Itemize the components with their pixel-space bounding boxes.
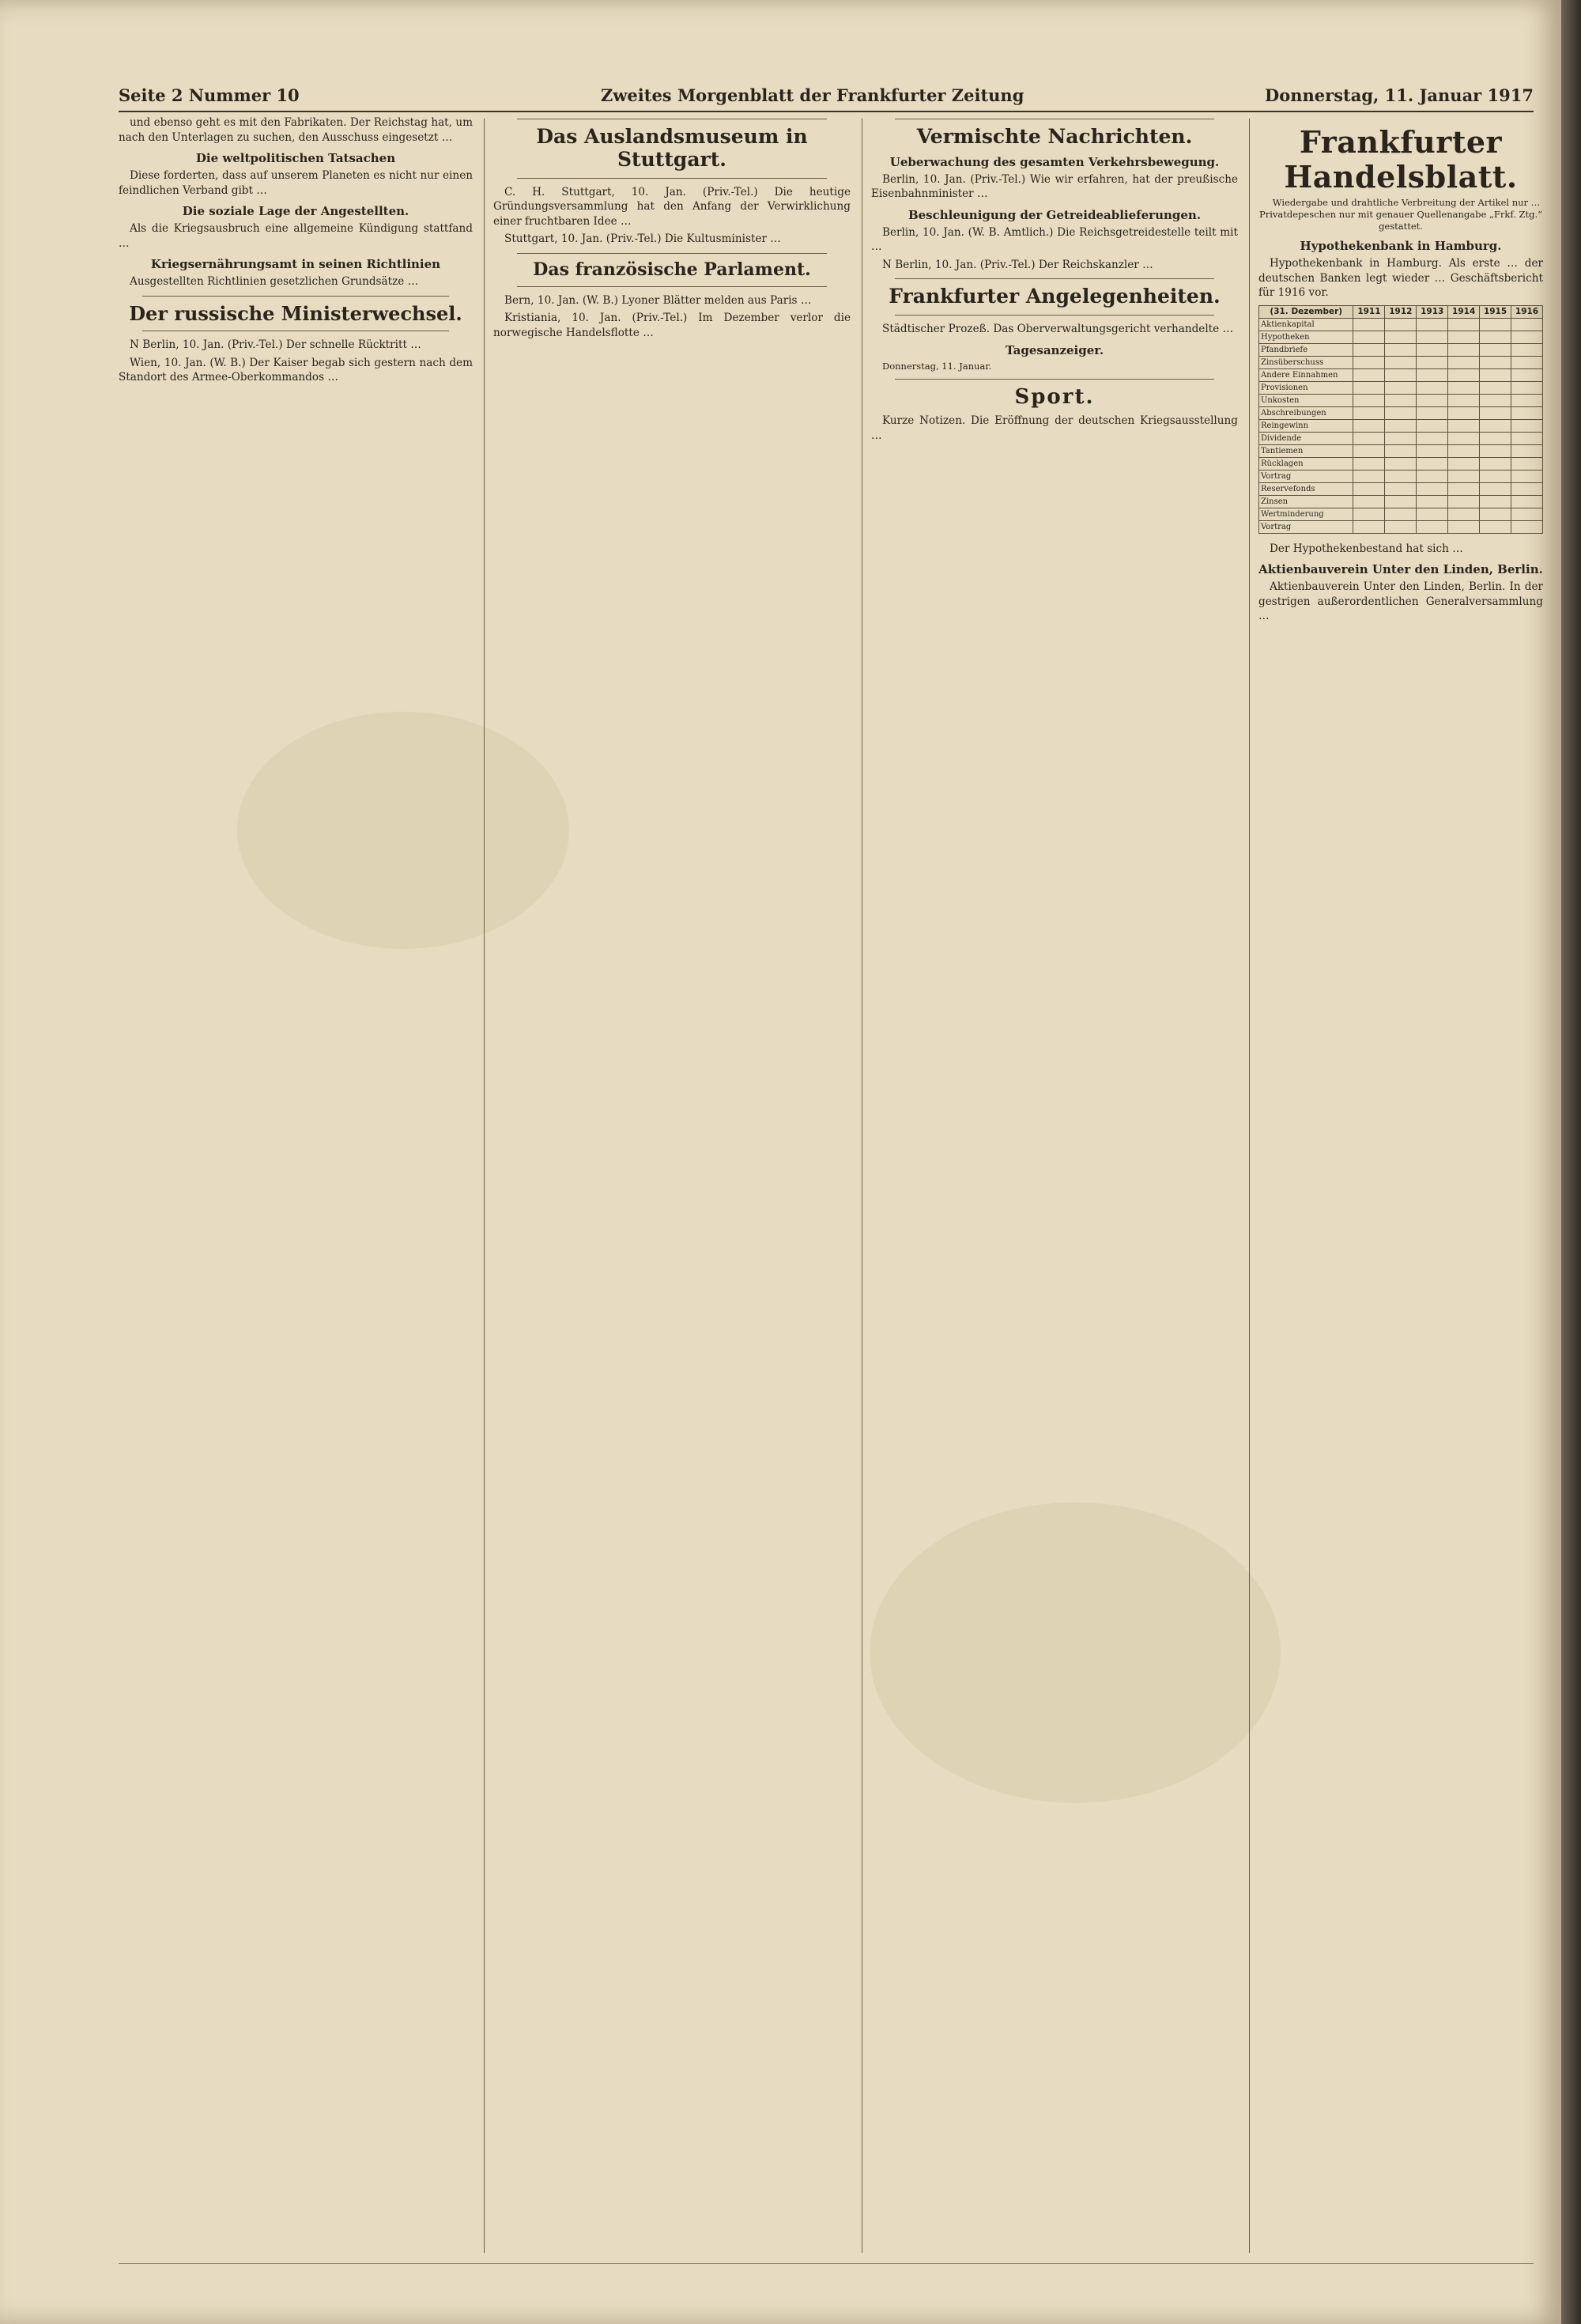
table-cell — [1448, 508, 1480, 520]
table-cell — [1448, 444, 1480, 457]
table-cell — [1353, 368, 1385, 381]
table-cell — [1480, 343, 1511, 356]
table-row-label: Vortrag — [1259, 470, 1353, 482]
table-cell — [1385, 444, 1417, 457]
table-row-label: Aktienkapital — [1259, 318, 1353, 331]
table-row — [1259, 318, 1543, 331]
table-cell — [1511, 482, 1543, 495]
table-cell — [1417, 331, 1448, 343]
table-row-label: Hypotheken — [1259, 331, 1353, 343]
article-divider — [895, 315, 1214, 316]
balance-sheet-table — [1258, 305, 1543, 534]
table-cell — [1385, 520, 1417, 533]
table-cell — [1448, 381, 1480, 394]
table-cell — [1353, 331, 1385, 343]
table-cell — [1417, 508, 1448, 520]
table-cell — [1385, 470, 1417, 482]
article-text: Der Hypothekenbestand hat sich … — [1270, 542, 1463, 555]
table-row — [1259, 356, 1543, 368]
table-cell — [1511, 432, 1543, 444]
table-cell — [1480, 470, 1511, 482]
article-text: Kurze Notizen. Die Eröffnung der deutschen Kriegsausstellung … — [871, 414, 1238, 442]
table-cell — [1417, 343, 1448, 356]
table-cell — [1385, 432, 1417, 444]
page-number: Seite 2 Nummer 10 — [119, 85, 300, 105]
section-headline-vermischte: Vermischte Nachrichten. — [916, 125, 1193, 148]
table-row — [1259, 457, 1543, 470]
section-heading-ernaehrung: Kriegsernährungsamt in seinen Richtlinien — [150, 257, 441, 271]
table-cell — [1480, 381, 1511, 394]
article-text: Berlin, 10. Jan. (Priv.-Tel.) Wie wir erfahren, hat der preußische Eisenbahnminister … — [871, 172, 1238, 201]
article-divider — [517, 178, 827, 179]
table-year-header: 1916 — [1511, 305, 1543, 318]
table-cell — [1353, 356, 1385, 368]
table-row-label: Abschreibungen — [1259, 406, 1353, 419]
table-cell — [1448, 457, 1480, 470]
article-headline-ministerwechsel: Der russische Ministerwechsel. — [129, 301, 462, 325]
table-cell — [1385, 406, 1417, 419]
table-cell — [1353, 406, 1385, 419]
table-row-label: Unkosten — [1259, 394, 1353, 406]
table-cell — [1480, 368, 1511, 381]
table-row-label: Andere Einnahmen — [1259, 368, 1353, 381]
section-heading-aktienbauverein: Aktienbauverein Unter den Linden, Berlin. — [1258, 562, 1543, 577]
table-cell — [1480, 394, 1511, 406]
table-year-header: 1914 — [1448, 305, 1480, 318]
table-cell — [1353, 495, 1385, 508]
article-text: N Berlin, 10. Jan. (Priv.-Tel.) Der Reichskanzler … — [882, 258, 1153, 271]
table-row — [1259, 508, 1543, 520]
table-cell — [1448, 343, 1480, 356]
article-text: Ausgestellten Richtlinien gesetzlichen Grundsätze … — [130, 275, 419, 288]
table-cell — [1511, 406, 1543, 419]
table-cell — [1511, 343, 1543, 356]
table-cell — [1448, 470, 1480, 482]
table-row-label: Reservefonds — [1259, 482, 1353, 495]
calendar-listing: Donnerstag, 11. Januar. — [882, 360, 992, 372]
section-heading-hypothekenbank: Hypothekenbank in Hamburg. — [1300, 239, 1502, 254]
column-rule — [484, 119, 485, 2253]
table-row-label: Zinsüberschuss — [1259, 356, 1353, 368]
table-cell — [1480, 482, 1511, 495]
table-row — [1259, 406, 1543, 419]
table-cell — [1480, 356, 1511, 368]
column-2 — [493, 115, 851, 2261]
table-row — [1259, 482, 1543, 495]
table-cell — [1417, 394, 1448, 406]
table-cell — [1480, 318, 1511, 331]
table-cell — [1385, 356, 1417, 368]
table-cell — [1385, 381, 1417, 394]
table-cell — [1417, 406, 1448, 419]
table-cell — [1448, 406, 1480, 419]
table-cell — [1448, 331, 1480, 343]
section-headline-sport: Sport. — [1014, 384, 1095, 409]
table-cell — [1511, 457, 1543, 470]
table-cell — [1511, 470, 1543, 482]
table-cell — [1448, 356, 1480, 368]
table-cell — [1353, 394, 1385, 406]
article-text: Als die Kriegsausbruch eine allgemeine Kündigung stattfand … — [119, 222, 473, 250]
table-cell — [1480, 406, 1511, 419]
header-rule — [119, 111, 1534, 112]
table-cell — [1511, 368, 1543, 381]
table-row — [1259, 419, 1543, 432]
table-cell — [1353, 508, 1385, 520]
table-row — [1259, 394, 1543, 406]
table-cell — [1511, 508, 1543, 520]
table-cell — [1417, 470, 1448, 482]
table-cell — [1417, 432, 1448, 444]
reprint-notice: Wiedergabe und drahtliche Verbreitung der Artikel nur … Privatdepeschen nur mit genauer Quellenangabe „Frkf. Ztg.“ gestattet. — [1258, 197, 1543, 232]
table-row — [1259, 343, 1543, 356]
table-body — [1259, 318, 1543, 533]
table-row — [1259, 331, 1543, 343]
article-text: Stuttgart, 10. Jan. (Priv.-Tel.) Die Kultusminister … — [504, 232, 781, 245]
table-row — [1259, 381, 1543, 394]
table-cell — [1511, 356, 1543, 368]
table-cell — [1353, 432, 1385, 444]
table-cell — [1480, 520, 1511, 533]
table-cell — [1417, 356, 1448, 368]
table-cell — [1511, 381, 1543, 394]
article-text: Aktienbauverein Unter den Linden, Berlin. In der gestrigen außerordentlichen Generalversammlung … — [1258, 580, 1543, 623]
table-cell — [1511, 394, 1543, 406]
table-cell — [1385, 368, 1417, 381]
article-text: Wien, 10. Jan. (W. B.) Der Kaiser begab sich gestern nach dem Standort des Armee-Oberkommandos … — [119, 356, 473, 384]
table-cell — [1480, 331, 1511, 343]
article-headline-auslandsmuseum: Das Auslandsmuseum in Stuttgart. — [536, 125, 808, 171]
table-row — [1259, 470, 1543, 482]
table-cell — [1511, 495, 1543, 508]
table-row — [1259, 520, 1543, 533]
table-cell — [1353, 318, 1385, 331]
table-row — [1259, 495, 1543, 508]
article-divider — [895, 379, 1214, 380]
newspaper-edition-title: Zweites Morgenblatt der Frankfurter Zeitung — [601, 85, 1024, 105]
article-divider — [142, 296, 449, 297]
section-heading-getreide: Beschleunigung der Getreideablieferungen. — [907, 207, 1202, 222]
table-row-label: Reingewinn — [1259, 419, 1353, 432]
table-row-label: Wertminderung — [1259, 508, 1353, 520]
table-cell — [1417, 444, 1448, 457]
table-cell — [1480, 444, 1511, 457]
table-cell — [1511, 520, 1543, 533]
table-corner-label: (31. Dezember) — [1259, 305, 1353, 318]
section-headline-angelegenheiten: Frankfurter Angelegenheiten. — [889, 285, 1221, 308]
table-year-header: 1913 — [1417, 305, 1448, 318]
table-cell — [1417, 419, 1448, 432]
table-cell — [1448, 495, 1480, 508]
business-section-masthead: Frankfurter Handelsblatt. — [1284, 124, 1518, 195]
table-cell — [1448, 432, 1480, 444]
table-cell — [1353, 444, 1385, 457]
table-cell — [1448, 318, 1480, 331]
table-cell — [1448, 482, 1480, 495]
article-divider — [895, 278, 1214, 279]
table-year-header: 1912 — [1385, 305, 1417, 318]
table-cell — [1385, 343, 1417, 356]
table-cell — [1385, 394, 1417, 406]
table-row-label: Rücklagen — [1259, 457, 1353, 470]
footer-rule — [119, 2263, 1534, 2264]
table-row-label: Pfandbriefe — [1259, 343, 1353, 356]
table-cell — [1448, 368, 1480, 381]
article-intro-text: und ebenso geht es mit den Fabrikaten. Der Reichstag hat, um nach den Unterlagen zu suchen, den Ausschuss eingesetzt … — [119, 116, 473, 144]
table-year-header: 1915 — [1480, 305, 1511, 318]
table-cell — [1480, 508, 1511, 520]
section-heading-angestellte: Die soziale Lage der Angestellten. — [182, 204, 409, 218]
article-text: Berlin, 10. Jan. (W. B. Amtlich.) Die Reichsgetreidestelle teilt mit … — [871, 225, 1238, 254]
table-cell — [1385, 495, 1417, 508]
section-heading-weltpolitik: Die weltpolitischen Tatsachen — [195, 151, 396, 165]
table-cell — [1417, 381, 1448, 394]
table-row-label: Tantiemen — [1259, 444, 1353, 457]
column-4 — [1258, 115, 1543, 2261]
article-text: Hypothekenbank in Hamburg. Als erste … der deutschen Banken legt wieder … Geschäftsbericht für 1916 vor. — [1258, 257, 1543, 300]
table-row-label: Provisionen — [1259, 381, 1353, 394]
table-cell — [1353, 482, 1385, 495]
table-row-label: Zinsen — [1259, 495, 1353, 508]
table-cell — [1353, 457, 1385, 470]
table-cell — [1417, 318, 1448, 331]
table-cell — [1385, 318, 1417, 331]
table-cell — [1448, 419, 1480, 432]
table-cell — [1385, 482, 1417, 495]
page-header — [119, 85, 1534, 114]
table-row — [1259, 368, 1543, 381]
table-year-header: 1911 — [1353, 305, 1385, 318]
table-cell — [1385, 508, 1417, 520]
article-text: N Berlin, 10. Jan. (Priv.-Tel.) Der schnelle Rücktritt … — [130, 338, 421, 352]
table-header-row — [1259, 305, 1543, 318]
column-3 — [871, 115, 1238, 2261]
article-text: Kristiania, 10. Jan. (Priv.-Tel.) Im Dezember verlor die norwegische Handelsflotte … — [493, 312, 851, 339]
table-cell — [1417, 495, 1448, 508]
table-cell — [1353, 343, 1385, 356]
table-cell — [1417, 520, 1448, 533]
table-cell — [1385, 419, 1417, 432]
table-row — [1259, 444, 1543, 457]
section-heading-ueberwachung: Ueberwachung des gesamten Verkehrsbewegung. — [889, 154, 1220, 169]
table-cell — [1480, 457, 1511, 470]
table-cell — [1511, 444, 1543, 457]
table-cell — [1448, 394, 1480, 406]
table-cell — [1353, 470, 1385, 482]
table-cell — [1511, 419, 1543, 432]
article-divider — [517, 253, 827, 254]
table-cell — [1353, 520, 1385, 533]
section-heading-tagesanzeiger: Tagesanzeiger. — [1005, 342, 1104, 357]
table-cell — [1417, 482, 1448, 495]
page-edge — [1561, 0, 1581, 2324]
table-cell — [1480, 495, 1511, 508]
table-cell — [1480, 432, 1511, 444]
article-text: Diese forderten, dass auf unserem Planeten es nicht nur einen feindlichen Verband gibt … — [119, 169, 473, 197]
issue-date: Donnerstag, 11. Januar 1917 — [1265, 85, 1534, 105]
table-cell — [1480, 419, 1511, 432]
article-text: Städtischer Prozeß. Das Oberverwaltungsgericht verhandelte … — [882, 323, 1234, 335]
table-cell — [1417, 457, 1448, 470]
table-cell — [1353, 419, 1385, 432]
article-divider — [517, 286, 827, 287]
table-row-label: Dividende — [1259, 432, 1353, 444]
table-cell — [1448, 520, 1480, 533]
table-cell — [1511, 318, 1543, 331]
table-cell — [1385, 457, 1417, 470]
article-text: Bern, 10. Jan. (W. B.) Lyoner Blätter melden aus Paris … — [504, 293, 812, 307]
table-cell — [1511, 331, 1543, 343]
table-cell — [1417, 368, 1448, 381]
table-row-label: Vortrag — [1259, 520, 1353, 533]
article-text: C. H. Stuttgart, 10. Jan. (Priv.-Tel.) Die heutige Gründungsversammlung hat den Anfang der Verwirklichung einer fruchtbaren Idee … — [493, 185, 851, 228]
table-row — [1259, 432, 1543, 444]
table-cell — [1353, 381, 1385, 394]
column-rule — [1249, 119, 1250, 2253]
column-1 — [119, 115, 473, 2261]
article-headline-parlament: Das französische Parlament. — [533, 259, 811, 280]
table-cell — [1385, 331, 1417, 343]
